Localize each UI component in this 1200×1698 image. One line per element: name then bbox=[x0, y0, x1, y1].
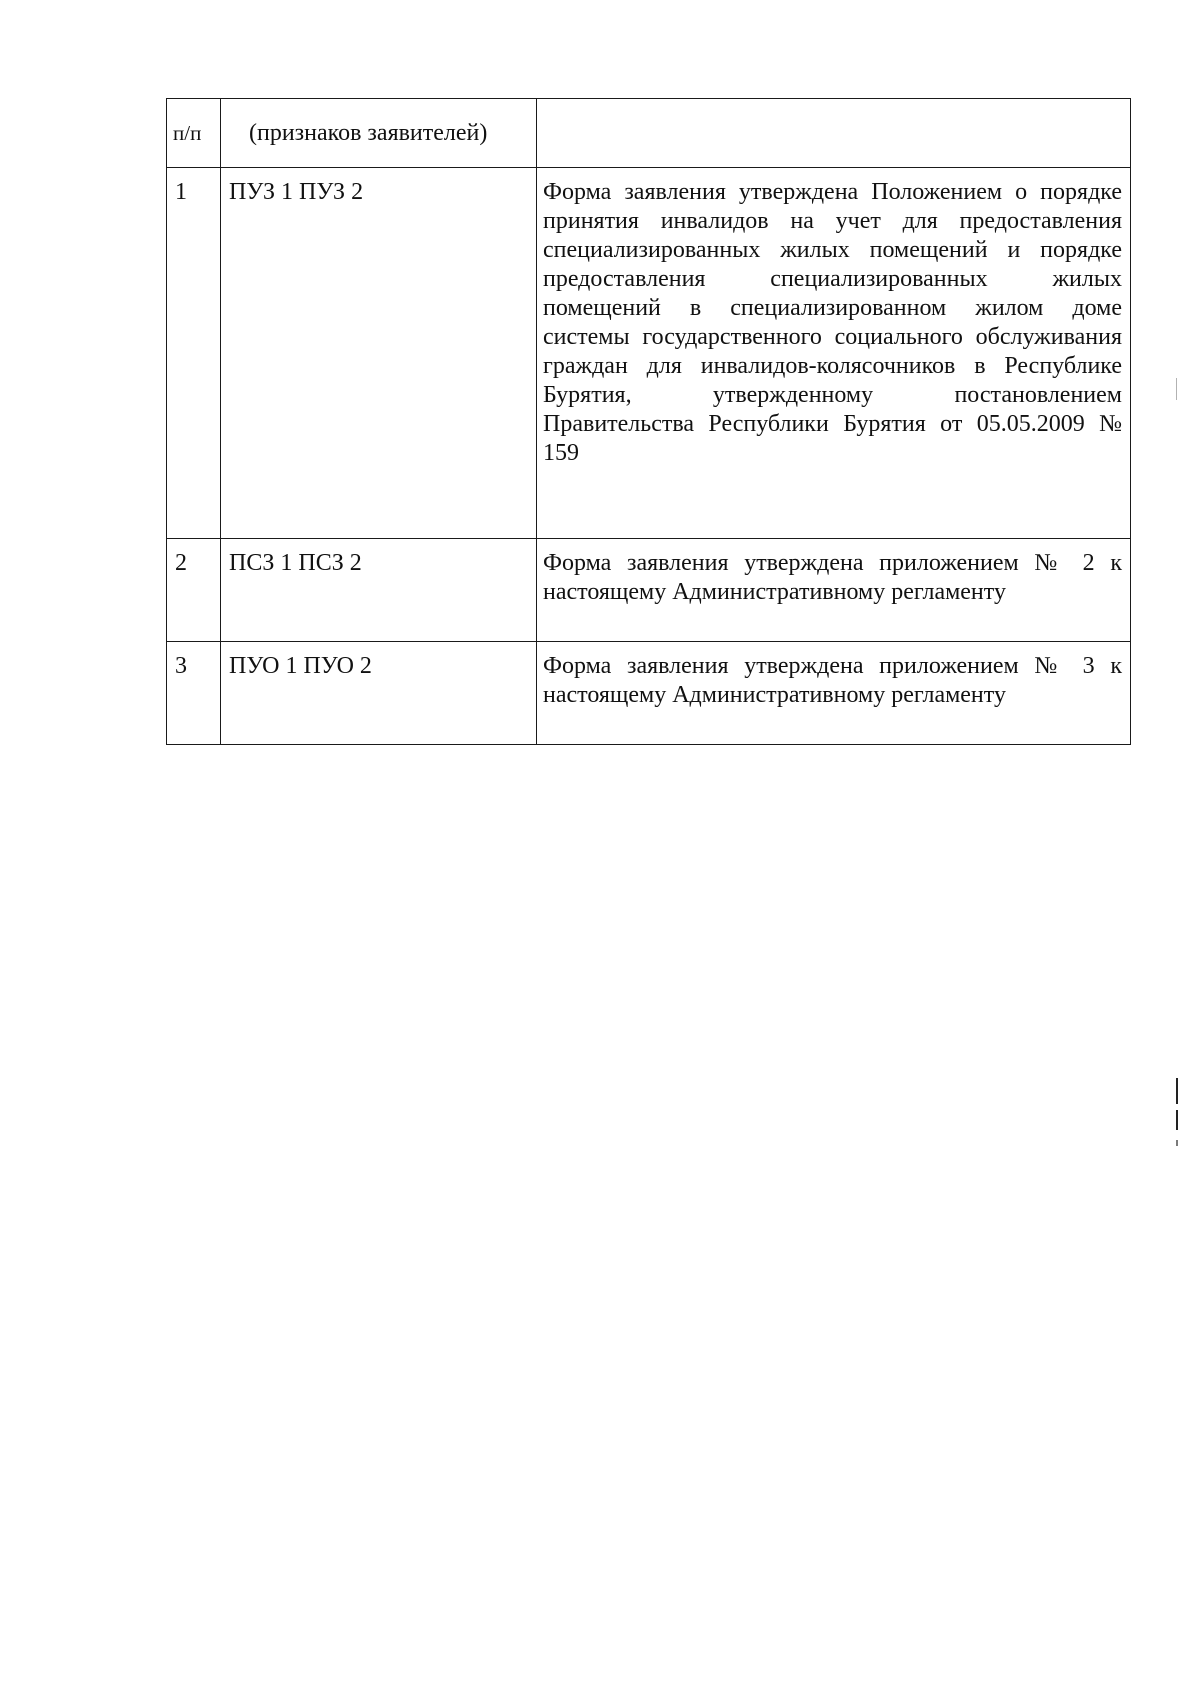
scan-artifact bbox=[1176, 378, 1177, 400]
row-description: Форма заявления утверждена приложением № 3 к настоящему Административному регламенту bbox=[537, 642, 1131, 745]
scan-artifact bbox=[1176, 1140, 1178, 1146]
row-signs: ПСЗ 1 ПСЗ 2 bbox=[221, 539, 537, 642]
scan-artifact bbox=[1176, 1078, 1178, 1104]
table-row bbox=[167, 539, 1131, 642]
applicant-forms-table bbox=[166, 98, 1131, 745]
row-description: Форма заявления утверждена Положением о порядке принятия инвалидов на учет для предоставления специализированных жилых помещений и порядке предоставления специализированных жилых помещений в специализированном жилом доме системы государственного социального обслуживания граждан для инвалидов-колясочников в Республике Бурятия, утвержденному постановлением Правительства Республики Бурятия от 05.05.2009 № 159 bbox=[537, 168, 1131, 539]
table-row bbox=[167, 642, 1131, 745]
row-signs: ПУЗ 1 ПУЗ 2 bbox=[221, 168, 537, 539]
row-number: 2 bbox=[167, 539, 221, 642]
header-cell-description bbox=[537, 99, 1131, 168]
row-signs: ПУО 1 ПУО 2 bbox=[221, 642, 537, 745]
row-number: 3 bbox=[167, 642, 221, 745]
table-row bbox=[167, 168, 1131, 539]
row-description: Форма заявления утверждена приложением № 2 к настоящему Административному регламенту bbox=[537, 539, 1131, 642]
row-number: 1 bbox=[167, 168, 221, 539]
scan-artifact bbox=[1176, 1110, 1178, 1130]
header-cell-number: п/п bbox=[167, 99, 221, 168]
header-cell-signs: (признаков заявителей) bbox=[221, 99, 537, 168]
table-header-row bbox=[167, 99, 1131, 168]
